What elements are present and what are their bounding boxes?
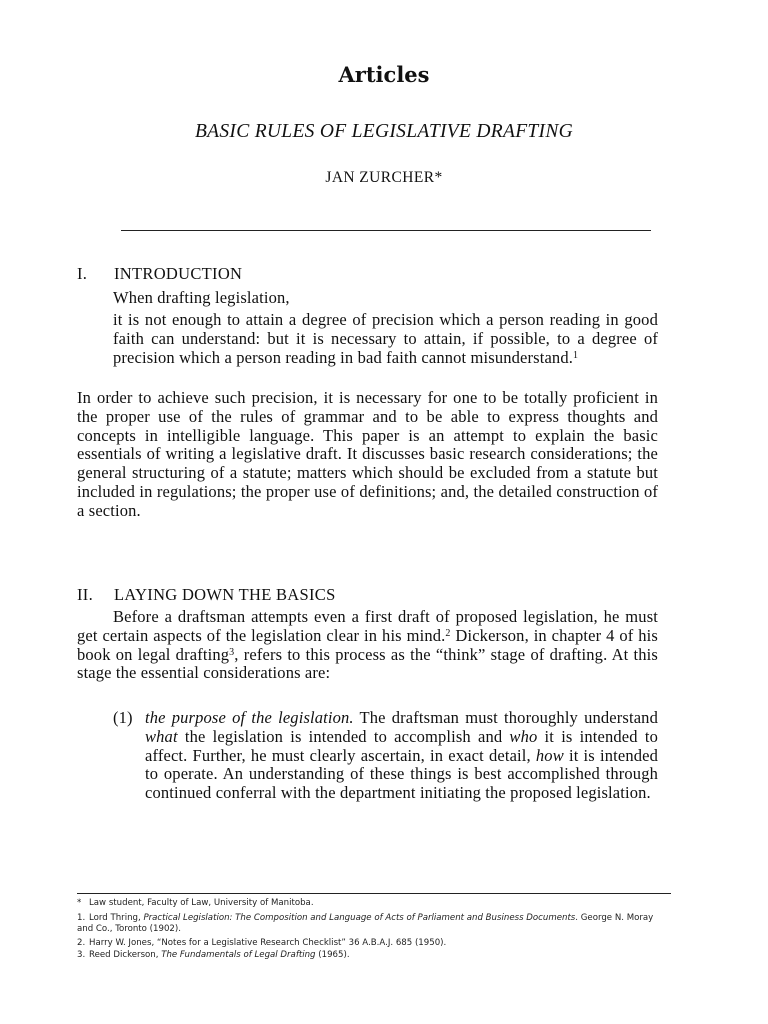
footnote-ref: 3 <box>229 646 235 658</box>
footnote-text: Reed Dickerson, <box>89 950 162 960</box>
footnote-title: The Fundamentals of Legal Drafting <box>161 950 316 960</box>
footnote-ref: 2 <box>445 627 451 639</box>
basics-paragraph <box>77 608 658 683</box>
emphasis: how <box>535 745 564 765</box>
section-heading-basics <box>77 585 336 605</box>
list-item <box>113 709 658 803</box>
footnote-divider <box>77 893 671 894</box>
section-heading-introduction <box>77 264 242 284</box>
article-title: BASIC RULES OF LEGISLATIVE DRAFTING <box>194 121 574 142</box>
title-divider <box>121 230 651 231</box>
quote-text: it is not enough to attain a degree of precision which a person reading in good faith can understand: but it is necessary to attain, if possible, to a degree of precision which a person reading in bad faith cannot misunderstand. <box>113 310 658 367</box>
footnote-text: Law student, Faculty of Law, University of Manitoba. <box>89 898 314 908</box>
text-run: Dickerson, in chapter 4 of his book on legal drafting <box>77 625 658 664</box>
footnote-title: Practical Legislation: The Composition and Language of Acts of Parliament and Business Documents <box>143 913 576 923</box>
emphasis: what <box>145 726 178 746</box>
text-run: The draftsman must thoroughly understand <box>353 708 658 727</box>
text-run: it is intended to operate. An understanding of these things is best accomplished through continued conferral with the department initiating the proposed legislation. <box>145 745 658 803</box>
footnote-text: . George N. Moray and Co., Toronto (1902). <box>77 913 654 934</box>
text-run: it is intended to affect. Further, he must clearly ascertain, in exact detail, <box>145 726 658 765</box>
text-run: Before a draftsman attempts even a first draft of proposed legislation, he must get certain aspects of the legislation clear in his mind. <box>77 607 658 645</box>
quote-lead-in: When drafting legislation, <box>113 288 290 307</box>
footnote-number: 1. <box>77 913 86 923</box>
section-title: LAYING DOWN THE BASICS <box>114 585 336 604</box>
footnote-author <box>77 898 671 909</box>
text-run: the legislation is intended to accomplish and <box>177 726 510 746</box>
section-title: INTRODUCTION <box>114 264 243 283</box>
footnote-number: 3. <box>77 950 86 960</box>
footnote-text: (1965). <box>315 950 350 960</box>
footnote-3 <box>77 950 671 961</box>
footnote-text: Harry W. Jones, “Notes for a Legislative Research Checklist” 36 A.B.A.J. 685 (1950). <box>89 938 447 948</box>
emphasis: who <box>509 726 538 746</box>
text-run: , refers to this process as the “think” stage of drafting. At this stage the essential considerations are: <box>77 644 658 683</box>
section-number: I. <box>77 264 88 283</box>
footnote-1 <box>77 913 671 934</box>
list-item-label: (1) <box>113 708 133 727</box>
author-name: JAN ZURCHER* <box>325 169 443 186</box>
footnote-number: 2. <box>77 938 86 948</box>
intro-paragraph: In order to achieve such precision, it is necessary for one to be totally proficient in the proper use of the rules of grammar and to be able to express thoughts and concepts in intelligible language. This paper is an attempt to explain the basic essentials of writing a legislative draft. It discusses basic research considerations; the general structuring of a statute; matters which should be excluded from a statute but included in regulations; the proper use of definitions; and, the detailed construction of a section. <box>77 388 658 520</box>
footnote-text: Lord Thring, <box>89 913 144 923</box>
section-number: II. <box>77 585 94 604</box>
footnote-ref: 1 <box>573 349 579 361</box>
block-quote <box>113 311 658 367</box>
footnote-mark: * <box>77 898 82 908</box>
section-heading: Articles <box>338 62 430 87</box>
footnote-2 <box>77 938 671 949</box>
item-heading: the purpose of the legislation. <box>145 708 354 727</box>
list-item-body <box>145 709 658 803</box>
